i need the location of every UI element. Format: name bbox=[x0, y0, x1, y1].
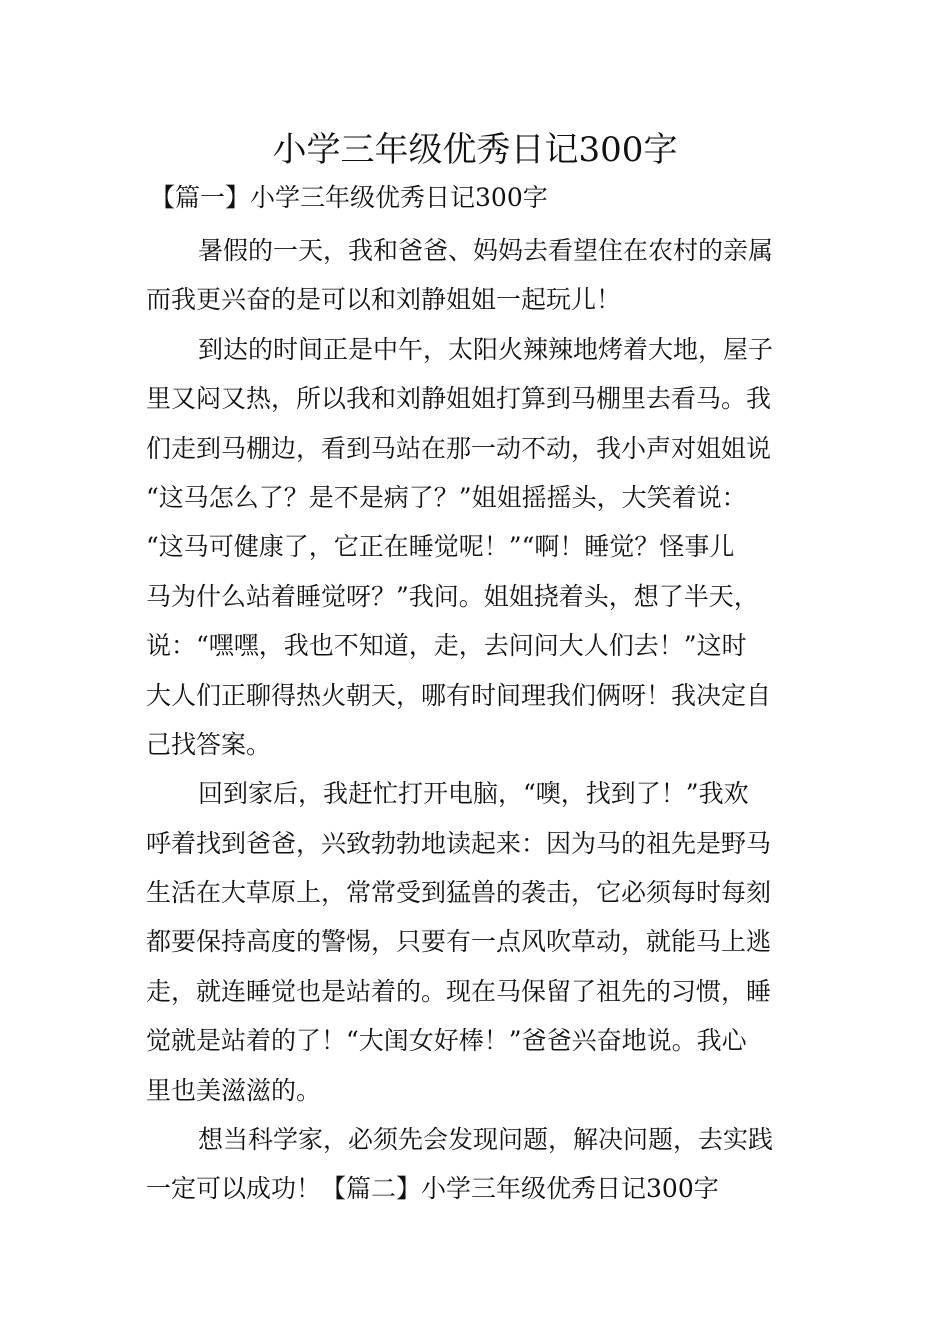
text-line: 想当科学家，必须先会发现问题，解决问题，去实践 bbox=[198, 1125, 774, 1155]
text-line: 说：“嘿嘿，我也不知道，走，去问问大人们去！”这时 bbox=[146, 631, 747, 661]
text-line: 大人们正聊得热火朝天，哪有时间理我们俩呀！我决定自 bbox=[146, 680, 772, 710]
text-line: 暑假的一天，我和爸爸、妈妈去看望住在农村的亲属 bbox=[198, 236, 774, 265]
text-line: 觉就是站着的了！“大闺女好棒！”爸爸兴奋地说。我心 bbox=[146, 1026, 747, 1056]
text-line: 都要保持高度的警惕，只要有一点风吹草动，就能马上逃 bbox=[146, 927, 772, 957]
text-line: 生活在大草原上，常常受到猛兽的袭击，它必须每时每刻 bbox=[146, 878, 772, 908]
document-title: 小学三年级优秀日记300字 bbox=[272, 130, 678, 170]
text-line: 们走到马棚边，看到马站在那一动不动，我小声对姐姐说 bbox=[146, 433, 772, 463]
text-line: 一定可以成功！【篇二】小学三年级优秀日记300字 bbox=[146, 1174, 719, 1204]
article-body bbox=[146, 226, 806, 1214]
section-heading: 【篇一】小学三年级优秀日记300字 bbox=[150, 183, 548, 212]
text-line: 里也美滋滋的。 bbox=[146, 1075, 322, 1105]
text-line: 而我更兴奋的是可以和刘静姐姐一起玩儿！ bbox=[146, 285, 622, 315]
text-line: 到达的时间正是中午，太阳火辣辣地烤着大地，屋子 bbox=[198, 334, 774, 364]
text-line: 呼着找到爸爸，兴致勃勃地读起来：因为马的祖先是野马 bbox=[146, 828, 772, 858]
text-line: “这马可健康了，它正在睡觉呢！”“啊！睡觉？怪事儿 bbox=[146, 532, 735, 562]
text-line: 回到家后，我赶忙打开电脑，“噢，找到了！”我欢 bbox=[198, 779, 749, 809]
text-line: 己找答案。 bbox=[146, 729, 272, 759]
text-line: “这马怎么了？是不是病了？”姐姐摇摇头，大笑着说： bbox=[146, 482, 747, 512]
text-line: 走，就连睡觉也是站着的。现在马保留了祖先的习惯，睡 bbox=[146, 976, 772, 1006]
text-line: 里又闷又热，所以我和刘静姐姐打算到马棚里去看马。我 bbox=[146, 384, 772, 414]
text-line: 马为什么站着睡觉呀？”我问。姐姐挠着头，想了半天， bbox=[146, 581, 759, 611]
